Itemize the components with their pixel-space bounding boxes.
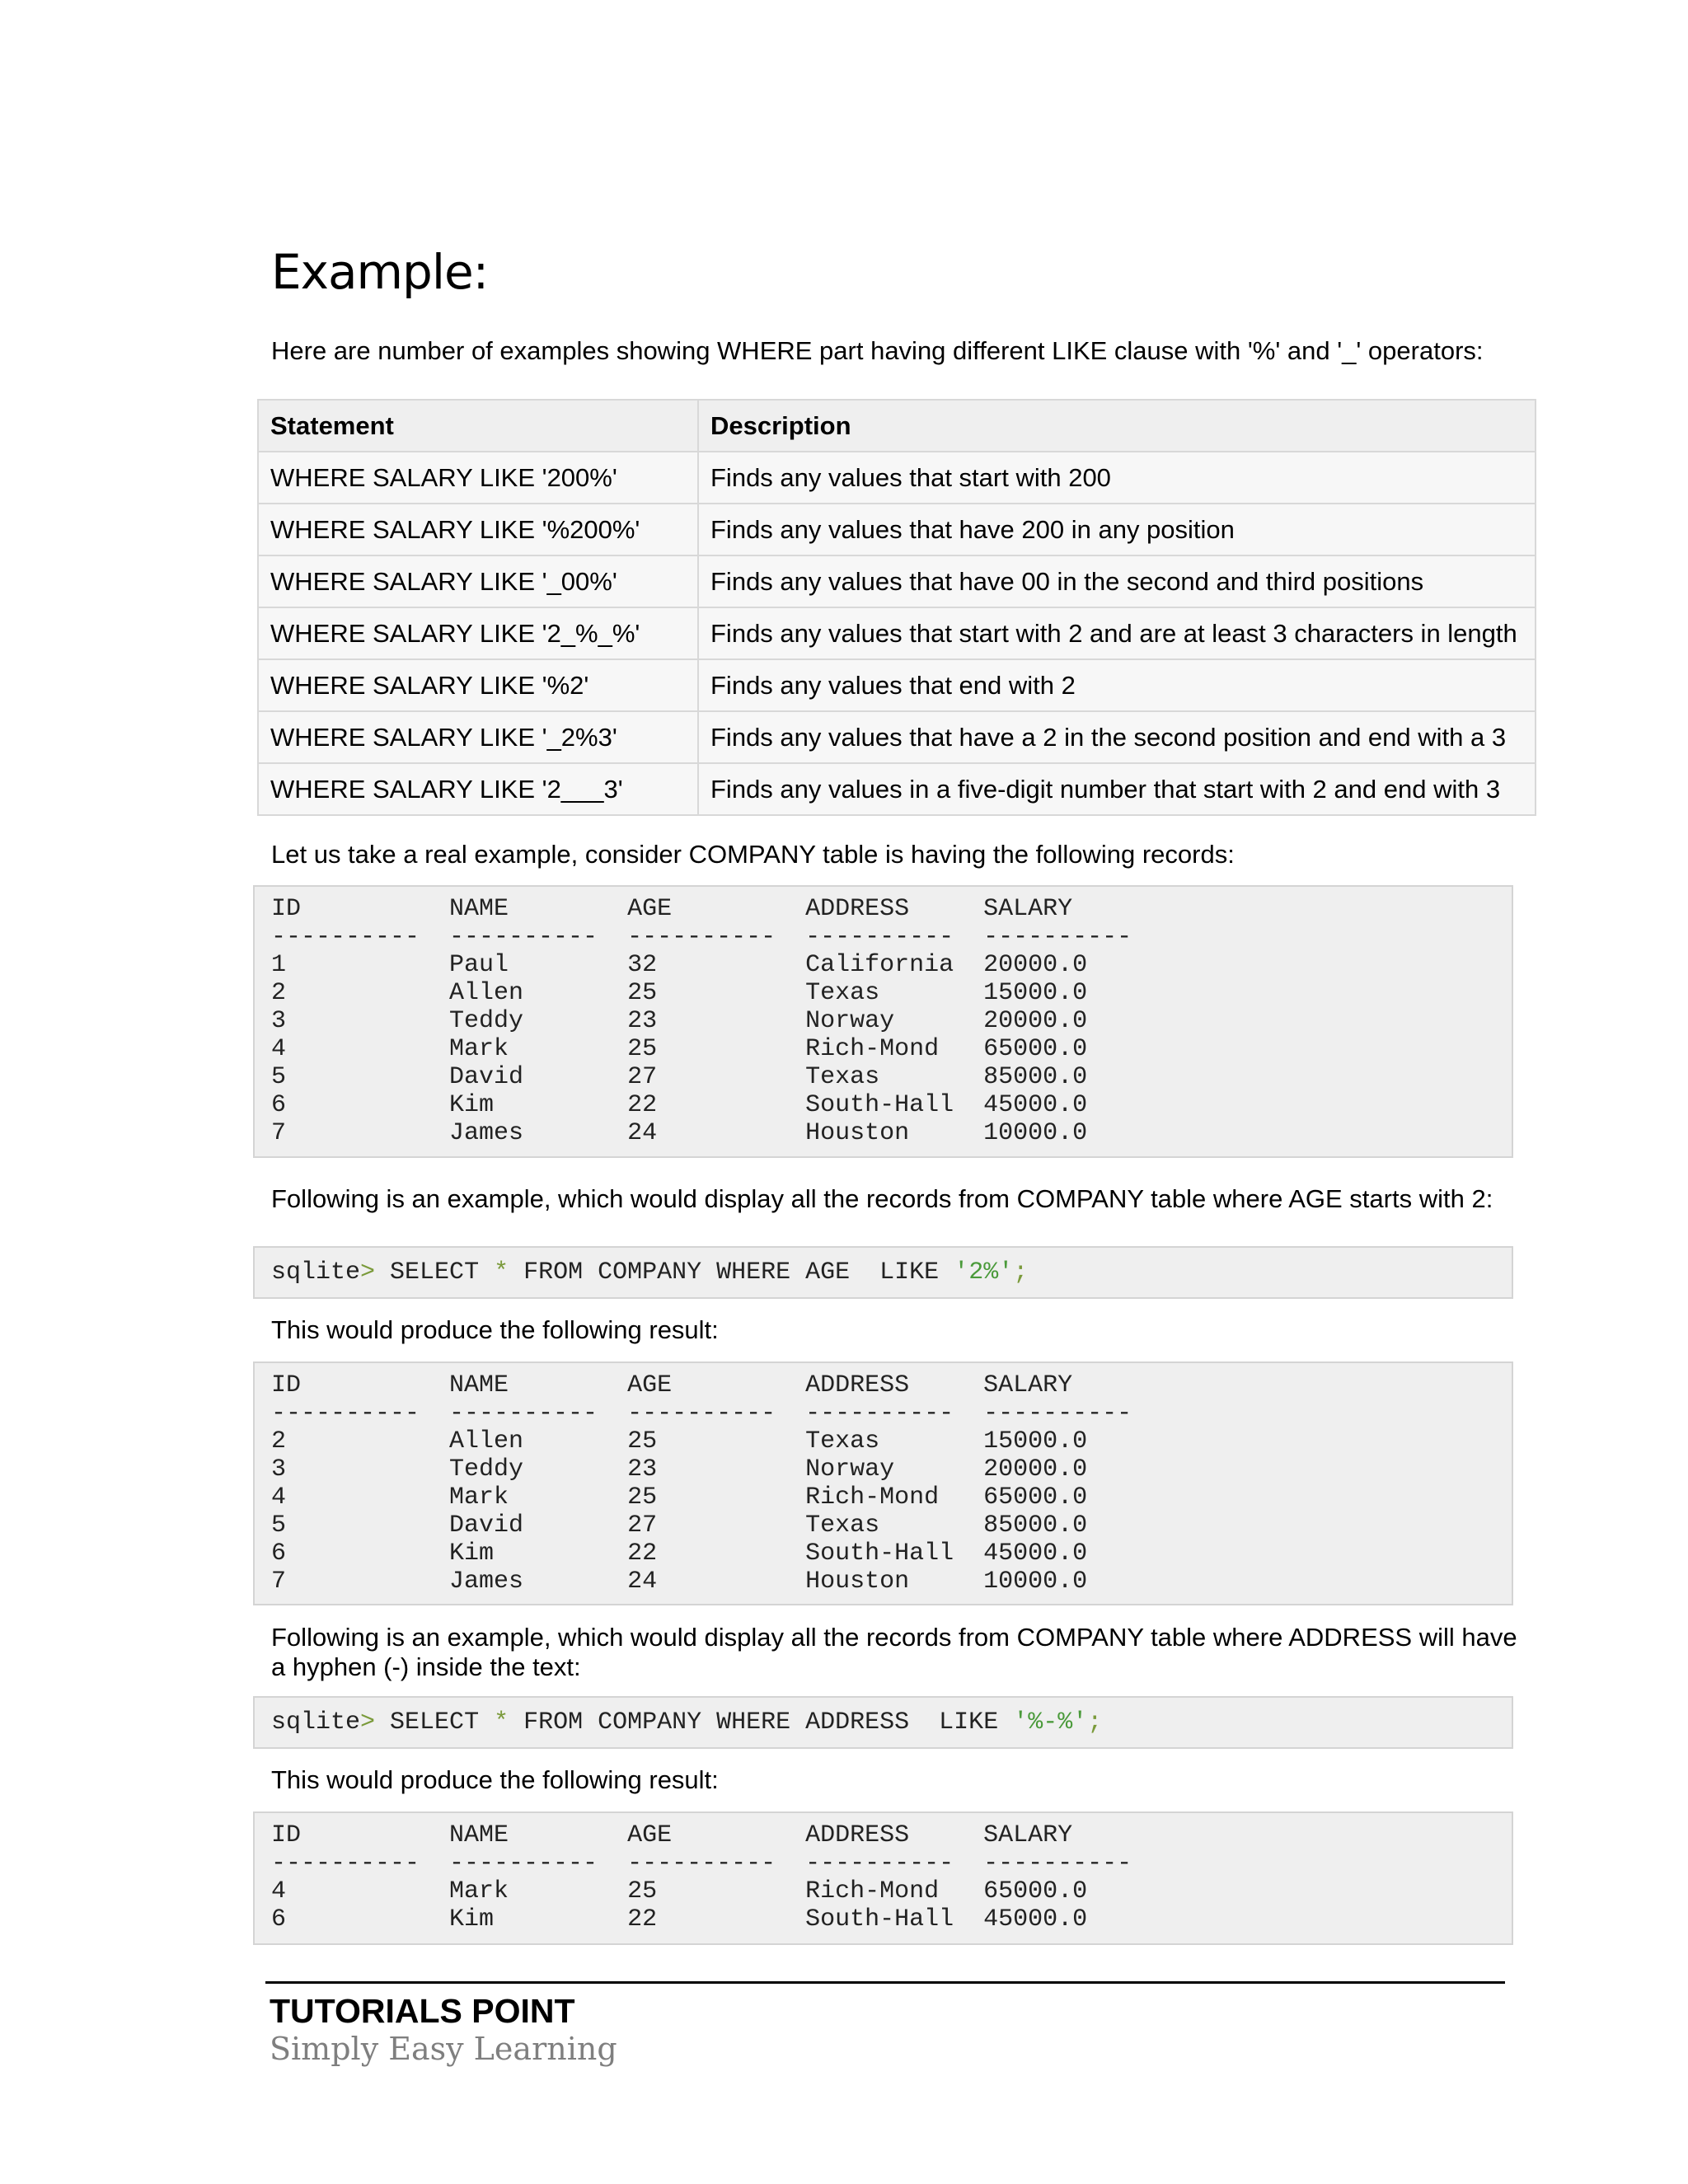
code-line: 2 Allen 25 Texas 15000.0 xyxy=(271,1427,1088,1455)
code-rule-line: ---------- ---------- ---------- ---------- ---------- xyxy=(271,1849,1132,1877)
query-literal: '%-%' xyxy=(1013,1708,1088,1736)
query-terminator: ; xyxy=(1013,1258,1029,1286)
code-line: 6 Kim 22 South-Hall 45000.0 xyxy=(271,1091,1088,1119)
table-row xyxy=(258,452,1536,504)
address-example-paragraph: Following is an example, which would display all the records from COMPANY table where ADDRESS will have a hyphen (-) inside the text: xyxy=(271,1623,1517,1681)
query-text: FROM COMPANY WHERE AGE LIKE xyxy=(509,1258,954,1286)
table-row xyxy=(258,555,1536,607)
page-heading: Example: xyxy=(271,244,489,300)
column-header-description: Description xyxy=(698,400,1536,452)
address-result-block xyxy=(253,1811,1513,1945)
code-line: 7 James 24 Houston 10000.0 xyxy=(271,1119,1088,1147)
description-cell: Finds any values in a five-digit number that start with 2 and end with 3 xyxy=(698,763,1536,815)
statement-cell: WHERE SALARY LIKE '_00%' xyxy=(258,555,698,607)
code-header-line: ID NAME AGE ADDRESS SALARY xyxy=(271,895,1073,923)
column-header-statement: Statement xyxy=(258,400,698,452)
age-query-block xyxy=(253,1246,1513,1299)
code-rule-line: ---------- ---------- ---------- ---------- ---------- xyxy=(271,1399,1132,1427)
code-rule-line: ---------- ---------- ---------- ---------- ---------- xyxy=(271,923,1132,951)
description-cell: Finds any values that start with 200 xyxy=(698,452,1536,504)
like-operators-table xyxy=(257,399,1536,816)
age-example-paragraph: Following is an example, which would display all the records from COMPANY table where AGE starts with 2: xyxy=(271,1184,1493,1213)
query-star: * xyxy=(494,1258,509,1286)
statement-cell: WHERE SALARY LIKE '%200%' xyxy=(258,504,698,555)
table-row xyxy=(258,763,1536,815)
code-header-line: ID NAME AGE ADDRESS SALARY xyxy=(271,1821,1073,1849)
code-line: 4 Mark 25 Rich-Mond 65000.0 xyxy=(271,1877,1088,1905)
query-literal: '2%' xyxy=(954,1258,1014,1286)
address-query-block xyxy=(253,1696,1513,1749)
query-text: SELECT xyxy=(375,1258,495,1286)
query-terminator: ; xyxy=(1087,1708,1103,1736)
age-result-block xyxy=(253,1361,1513,1605)
code-line: 3 Teddy 23 Norway 20000.0 xyxy=(271,1455,1088,1483)
description-cell: Finds any values that have 00 in the second and third positions xyxy=(698,555,1536,607)
description-cell: Finds any values that end with 2 xyxy=(698,659,1536,711)
code-line: 6 Kim 22 South-Hall 45000.0 xyxy=(271,1540,1088,1568)
company-records-block xyxy=(253,885,1513,1158)
result-label: This would produce the following result: xyxy=(271,1765,719,1794)
code-line: 4 Mark 25 Rich-Mond 65000.0 xyxy=(271,1483,1088,1511)
footer-brand: TUTORIALS POINT xyxy=(270,1992,575,2030)
prompt-text: sqlite xyxy=(271,1708,361,1736)
code-line: 1 Paul 32 California 20000.0 xyxy=(271,951,1088,979)
intro-paragraph: Here are number of examples showing WHERE part having different LIKE clause with '%' and '_' operators: xyxy=(271,336,1484,365)
statement-cell: WHERE SALARY LIKE '%2' xyxy=(258,659,698,711)
code-line: 7 James 24 Houston 10000.0 xyxy=(271,1568,1088,1596)
prompt-symbol: > xyxy=(360,1708,376,1736)
footer-tagline: Simply Easy Learning xyxy=(270,2031,617,2067)
statement-cell: WHERE SALARY LIKE '2_%_%' xyxy=(258,607,698,659)
result-label: This would produce the following result: xyxy=(271,1315,719,1344)
table-row xyxy=(258,711,1536,763)
records-paragraph: Let us take a real example, consider COMPANY table is having the following records: xyxy=(271,840,1235,869)
code-line: 6 Kim 22 South-Hall 45000.0 xyxy=(271,1905,1088,1933)
statement-cell: WHERE SALARY LIKE '2___3' xyxy=(258,763,698,815)
prompt-symbol: > xyxy=(360,1258,376,1286)
query-star: * xyxy=(494,1708,509,1736)
query-text: SELECT xyxy=(375,1708,495,1736)
code-line: 4 Mark 25 Rich-Mond 65000.0 xyxy=(271,1035,1088,1063)
statement-cell: WHERE SALARY LIKE '_2%3' xyxy=(258,711,698,763)
table-header-row xyxy=(258,400,1536,452)
code-line: 3 Teddy 23 Norway 20000.0 xyxy=(271,1007,1088,1035)
description-cell: Finds any values that have a 2 in the second position and end with a 3 xyxy=(698,711,1536,763)
description-cell: Finds any values that have 200 in any position xyxy=(698,504,1536,555)
query-text: FROM COMPANY WHERE ADDRESS LIKE xyxy=(509,1708,1014,1736)
table-row xyxy=(258,504,1536,555)
footer-divider xyxy=(265,1981,1505,1984)
prompt-text: sqlite xyxy=(271,1258,361,1286)
description-cell: Finds any values that start with 2 and are at least 3 characters in length xyxy=(698,607,1536,659)
table-row xyxy=(258,607,1536,659)
code-line: 2 Allen 25 Texas 15000.0 xyxy=(271,979,1088,1007)
statement-cell: WHERE SALARY LIKE '200%' xyxy=(258,452,698,504)
code-header-line: ID NAME AGE ADDRESS SALARY xyxy=(271,1371,1073,1399)
code-line: 5 David 27 Texas 85000.0 xyxy=(271,1511,1088,1540)
code-line: 5 David 27 Texas 85000.0 xyxy=(271,1063,1088,1091)
table-row xyxy=(258,659,1536,711)
